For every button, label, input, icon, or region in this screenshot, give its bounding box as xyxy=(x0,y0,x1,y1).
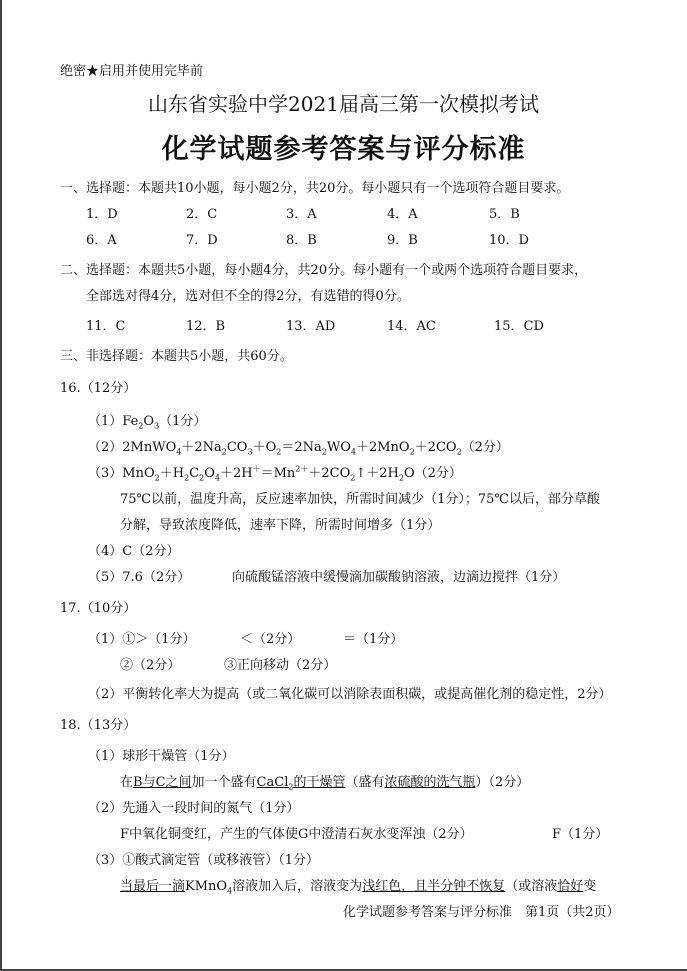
answer-3: 3．A xyxy=(286,207,317,222)
q18-part2: （2）先通入一段时间的氮气（1分） xyxy=(88,801,300,816)
q18-part1: （1）球形干燥管（1分） xyxy=(88,749,235,764)
q16-part1: $(1)Fe_2O_3(1$分） xyxy=(88,414,207,431)
q16-part3-explanation-line2: 分解，导致浓度降低，速率下降，所需时间增多（1分） xyxy=(120,518,441,533)
q16-part2-equation: $(2)2MnWO_4+2Na_2CO_3+O_2=2Na_2WO_4+2MnO_2+2CO_2(2$分） xyxy=(88,440,509,457)
q17-part2: （2）平衡转化率大为提高（或二氧化碳可以消除表面积碳，或提高催化剂的稳定性，2分） xyxy=(88,687,612,702)
q16-part5-value: （5）7.6（2分） xyxy=(88,570,191,585)
answer-14: 14．AC xyxy=(387,319,436,334)
school-title: 山东省实验中学2021届高三第一次模拟考试 xyxy=(148,92,539,116)
answer-6: 6．A xyxy=(86,233,117,248)
answer-7: 7．D xyxy=(186,233,218,248)
answer-15: 15．CD xyxy=(494,319,544,334)
q16-part3-explanation-line1: 75℃以前，温度升高，反应速率加快，所需时间减少（1分）；75℃以后，部分草酸 xyxy=(120,492,600,507)
q17-title: 17.（10分） xyxy=(60,601,137,616)
section3-heading: 三、非选择题：本题共5小题，共60分。 xyxy=(60,349,293,364)
page-footer: 化学试题参考答案与评分标准 第1页（共2页） xyxy=(343,905,620,920)
answer-1: 1．D xyxy=(86,207,118,222)
q16-part4: （4）C（2分） xyxy=(88,544,180,559)
confidential-label: 绝密★启用并使用完毕前 xyxy=(60,64,204,79)
q17-part1-a: （1）①＞（1分） xyxy=(88,632,196,647)
q16-part3-equation: $(3)MnO_2+H_2C_2O_4+2H^+=Mn^{2+}+2CO_2↑+2H_2O(2$分） xyxy=(88,464,462,483)
answer-4: 4．A xyxy=(387,207,418,222)
document-title: 化学试题参考答案与评分标准 xyxy=(161,134,526,165)
answer-11: 11．C xyxy=(86,319,126,334)
section2-heading-line2: 全部选对得4分，选对但不全的得2分，有选错的得0分。 xyxy=(86,289,410,304)
q17-part1-d: ②（2分） xyxy=(120,658,181,673)
q17-part1-c: ＝（1分） xyxy=(343,632,404,647)
q18-part1-improvement: 在B与C之间加一个盛有CaCl$_2$的干燥管（盛有浓硫酸的洗气瓶）（2分） xyxy=(120,775,530,792)
answer-8: 8．B xyxy=(286,233,317,248)
answer-10: 10．D xyxy=(489,233,529,248)
q18-part3: （3）①酸式滴定管（或移液管）（1分） xyxy=(88,853,320,868)
q18-part3-endpoint: 当最后一滴KMnO$_4$溶液加入后，溶液变为浅红色，且半分钟不恢复（或溶液恰好变 xyxy=(120,879,597,896)
q16-title: 16.（12分） xyxy=(60,381,137,396)
q17-part1-e: ③正向移动（2分） xyxy=(224,658,337,673)
section2-heading-line1: 二、选择题：本题共5小题，每小题4分，共20分。每小题有一个或两个选项符合题目要求， xyxy=(60,263,588,278)
q18-part2-observation: F中氧化铜变红，产生的气体使G中澄清石灰水变浑浊（2分） xyxy=(120,827,473,842)
answer-9: 9．B xyxy=(387,233,418,248)
q17-part1-b: ＜（2分） xyxy=(240,632,301,647)
q18-title: 18.（13分） xyxy=(60,718,137,733)
answer-5: 5．B xyxy=(489,207,520,222)
answer-12: 12．B xyxy=(186,319,226,334)
q18-part2-answer: F（1分） xyxy=(552,827,609,842)
section1-heading: 一、选择题：本题共10小题，每小题2分，共20分。每小题只有一个选项符合题目要求。 xyxy=(60,181,570,196)
answer-2: 2．C xyxy=(186,207,218,222)
q16-part5-method: 向硫酸锰溶液中缓慢滴加碳酸钠溶液，边滴边搅拌（1分） xyxy=(232,570,566,585)
answer-13: 13．AD xyxy=(286,319,336,334)
